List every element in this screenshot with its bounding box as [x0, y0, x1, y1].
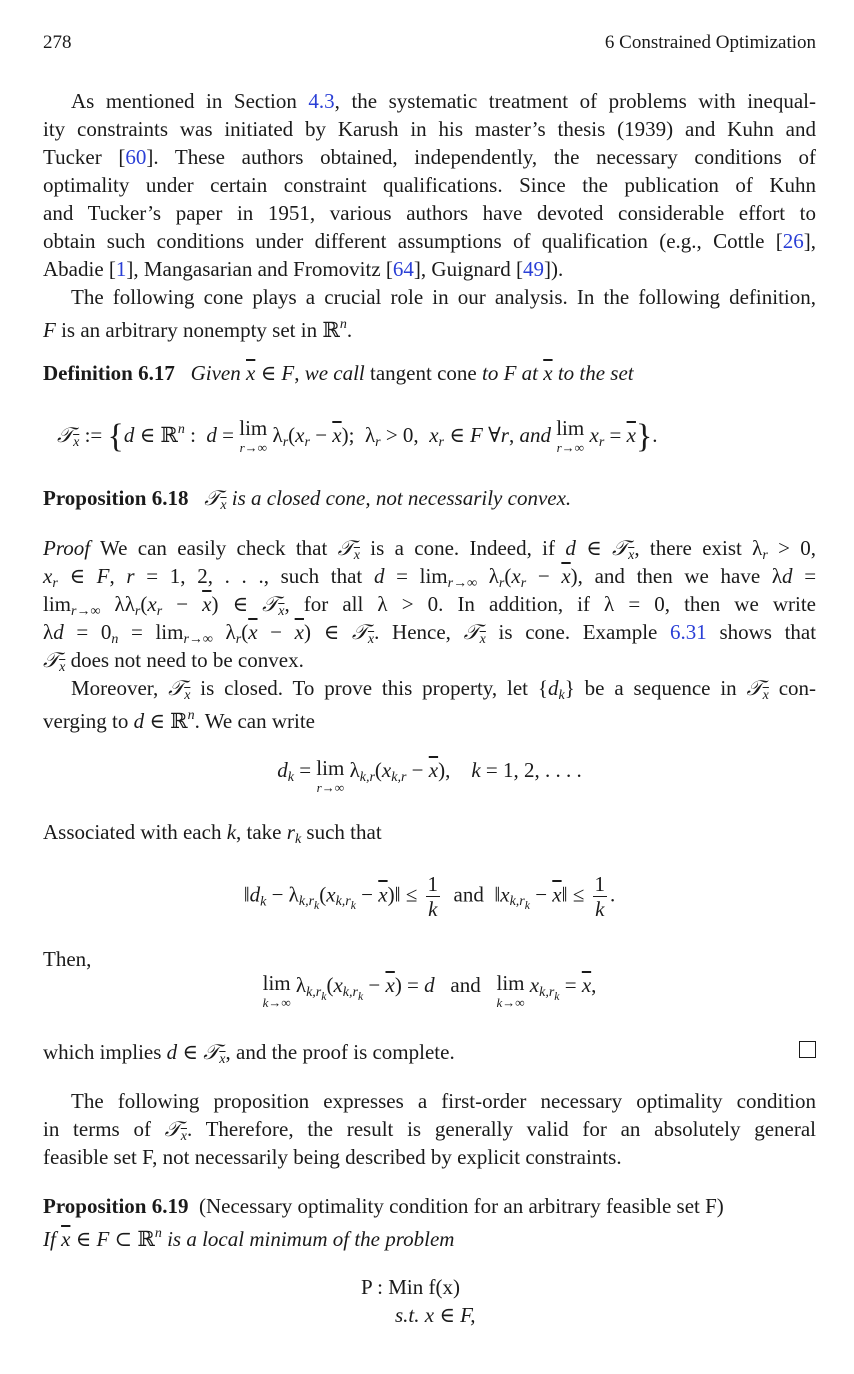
proof-label: Proof	[43, 536, 91, 560]
paragraph-1-line-4: optimality under certain constraint qualifications. Since the publication of Kuhn	[43, 173, 816, 197]
proof-line-1: Proof We can easily check that 𝒯$_{\overline{x}}$ is a cone. Indeed, if d ∈ 𝒯$_{\overline{x}}$, there exist $\lambda_r > 0$,	[43, 536, 817, 563]
problem-st: s.t. x ∈ F,	[395, 1303, 476, 1327]
paragraph-1-line-3: Tucker [60]. These authors obtained, independently, the necessary conditions of	[43, 145, 816, 169]
definition-6-17: Definition 6.17 Given $\overline{x}$ ∈ F, we call tangent cone to F at $\overline{x}$ to the set	[43, 361, 634, 385]
paragraph-3-line-1: The following proposition expresses a first-order necessary optimality condition	[71, 1089, 816, 1113]
implies-line: which implies d ∈ 𝒯$_{\overline{x}}$, and the proof is complete.	[43, 1040, 455, 1067]
ref-60[interactable]: 60	[125, 145, 147, 169]
proof-line-4: $\lambda d = 0_n = \lim_{r\to\infty} \lambda_r(\overline{x} - \overline{x})$ ∈ 𝒯$_{\overline{x}}$. Hence, 𝒯$_{\overline{x}}$ is cone. Example 6.31 shows that	[43, 620, 817, 647]
paragraph-1-line-6: obtain such conditions under different assumptions of qualification (e.g., Cottle [26],	[43, 229, 816, 253]
page	[43, 0, 816, 1374]
ref-example-6-31[interactable]: 6.31	[670, 620, 707, 644]
then-line: Then,	[43, 947, 92, 971]
paragraph-3-line-3: feasible set F, not necessarily being described by explicit constraints.	[43, 1145, 622, 1169]
proposition-6-19-label: Proposition 6.19	[43, 1194, 189, 1218]
ref-49[interactable]: 49	[522, 257, 544, 281]
proposition-6-19-line-2: If $\overline{x}$ ∈ F ⊂ ℝ$^n$ is a local minimum of the problem	[43, 1226, 455, 1251]
associated-line: Associated with each k, take $r_k$ such that	[43, 820, 382, 847]
problem-min: P : Min f(x)	[361, 1275, 460, 1299]
paragraph-1-line-5: and Tucker’s paper in 1951, various authors have devoted considerable effort to	[43, 201, 816, 225]
chapter-title: 6 Constrained Optimization	[604, 32, 816, 53]
ref-1[interactable]: 1	[115, 257, 127, 281]
paragraph-1-line-2: ity constraints was initiated by Karush in his master’s thesis (1939) and Kuhn and	[43, 117, 816, 141]
paragraph-1: As mentioned in Section 4.3, the systematic treatment of problems with inequal-	[71, 89, 816, 113]
limit-formula: lim k→∞ $\lambda_{k,r_k}(x_{k,r_k} - \overline{x}) = d$ and lim k→∞ $x_{k,r_k} = \overline{x}$,	[262, 971, 597, 1010]
paragraph-2: The following cone plays a crucial role in our analysis. In the following definition,	[71, 285, 816, 309]
ref-section-4-3[interactable]: 4.3	[308, 89, 335, 113]
paragraph-3-line-2: in terms of 𝒯$_{\overline{x}}$. Therefore, the result is generally valid for an absolutely general	[43, 1117, 816, 1144]
ref-26[interactable]: 26	[782, 229, 804, 253]
proof-line-5: 𝒯$_{\overline{x}}$ does not need to be convex.	[43, 648, 304, 675]
definition-label: Definition 6.17	[43, 361, 175, 385]
proposition-6-19: Proposition 6.19 (Necessary optimality condition for an arbitrary feasible set F)	[43, 1194, 724, 1218]
page-number: 278	[43, 32, 72, 53]
tangent-cone-formula: 𝒯$_{\overline{x}}$ := {d ∈ ℝ$^n$ : d = lim r→∞ $\lambda_r(x_r - \overline{x})$; $\lambda_r > 0$, $x_r$ ∈ F ∀r, and lim r→∞ $x_r = \overline{x}$}.	[57, 416, 658, 455]
paragraph-2-line-2: F is an arbitrary nonempty set in ℝ$^n$.	[43, 317, 353, 342]
moreover-line-2: verging to d ∈ ℝ$^n$. We can write	[43, 708, 315, 733]
proposition-6-18-label: Proposition 6.18	[43, 486, 189, 510]
qed-box-icon	[799, 1041, 816, 1058]
paragraph-1-line-7: Abadie [1], Mangasarian and Fromovitz [64], Guignard [49]).	[43, 257, 564, 281]
dk-formula: $d_k$ = lim r→∞ $\lambda_{k,r}(x_{k,r} - \overline{x})$, k = 1, 2, . . . .	[277, 756, 582, 795]
proposition-6-18: Proposition 6.18 𝒯$_{\overline{x}}$ is a closed cone, not necessarily convex.	[43, 486, 572, 513]
proof-line-2: $x_r$ ∈ F, r = 1, 2, . . ., such that $d = \lim_{r\to\infty} \lambda_r(x_r - \overline{x})$, and then we have λd =	[43, 564, 817, 591]
proof-line-3: $\lim_{r\to\infty} \lambda\lambda_r(x_r - \overline{x})$ ∈ 𝒯$_{\overline{x}}$, for all λ > 0. In addition, if λ = 0, then we write	[43, 592, 817, 619]
moreover-line-1: Moreover, 𝒯$_{\overline{x}}$ is closed. To prove this property, let $\{d_k\}$ be a sequence in 𝒯$_{\overline{x}}$ con-	[71, 676, 817, 703]
bound-formula: $‖d_k - \lambda_{k,r_k}(x_{k,r_k}$ − $\overline{x})‖$ ≤ $\frac{1}{k}$ and $‖x_{k,r_k}$ − $\overline{x}‖$ ≤ $\frac{1}{k}$ .	[243, 872, 616, 922]
ref-64[interactable]: 64	[392, 257, 414, 281]
